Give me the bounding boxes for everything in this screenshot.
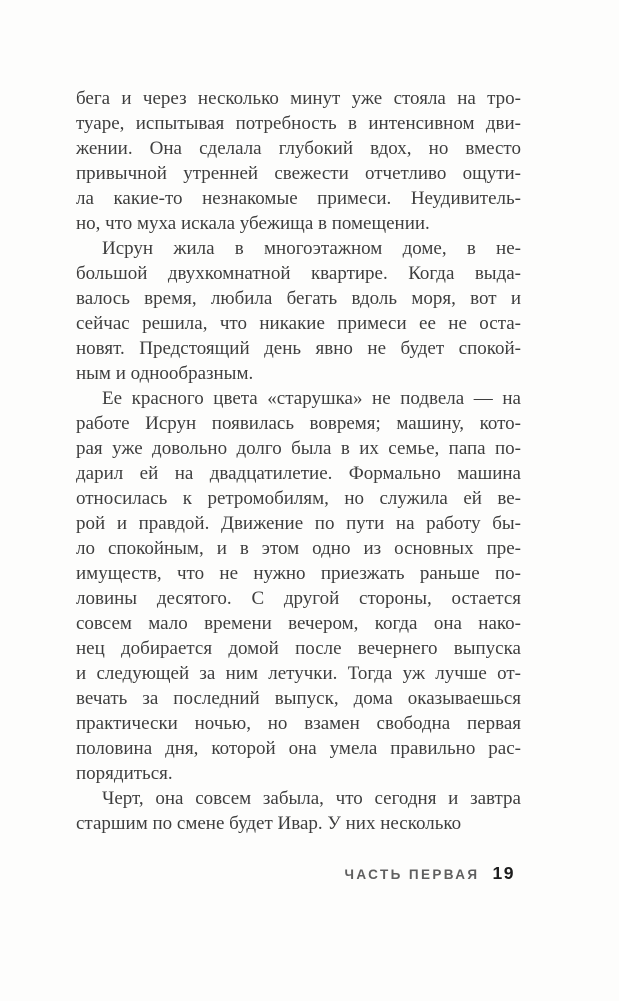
text-line: но, что муха искала убежища в помещении. bbox=[76, 213, 430, 234]
footer-page-number: 19 bbox=[492, 863, 515, 883]
text-line: ловины десятого. С другой стороны, остается bbox=[76, 588, 521, 609]
text-line: большой двухкомнатной квартире. Когда выда- bbox=[76, 263, 521, 284]
text-line: имуществ, что не нужно приезжать раньше по- bbox=[76, 563, 521, 584]
paragraph bbox=[76, 86, 521, 236]
text-line: туаре, испытывая потребность в интенсивном дви- bbox=[76, 113, 521, 134]
text-line: старшим по смене будет Ивар. У них несколько bbox=[76, 813, 462, 834]
text-line: порядиться. bbox=[76, 763, 173, 784]
footer bbox=[344, 863, 515, 884]
body-text bbox=[76, 86, 521, 836]
text-line: валось время, любила бегать вдоль моря, вот и bbox=[76, 288, 521, 309]
text-line: рой и правдой. Движение по пути на работу бы- bbox=[76, 513, 521, 534]
text-line: новят. Предстоящий день явно не будет спокой- bbox=[76, 338, 521, 359]
text-line: Ее красного цвета «старушка» не подвела — на bbox=[102, 388, 521, 409]
text-line: сейчас решила, что никакие примеси ее не оста- bbox=[76, 313, 521, 334]
text-line: и следующей за ним летучки. Тогда уж лучше от- bbox=[76, 663, 521, 684]
text-line: относилась к ретромобилям, но служила ей ве- bbox=[76, 488, 521, 509]
text-line: работе Исрун появилась вовремя; машину, кото- bbox=[76, 413, 521, 434]
paragraph bbox=[76, 236, 521, 386]
footer-section-label: ЧАСТЬ ПЕРВАЯ bbox=[344, 867, 480, 882]
text-line: совсем мало времени вечером, когда она нако- bbox=[76, 613, 521, 634]
text-line: ло спокойным, и в этом одно из основных пре- bbox=[76, 538, 521, 559]
text-line: ным и однообразным. bbox=[76, 363, 254, 384]
paragraph bbox=[76, 386, 521, 786]
text-line: нец добирается домой после вечернего выпуска bbox=[76, 638, 521, 659]
text-line: жении. Она сделала глубокий вдох, но вместо bbox=[76, 138, 521, 159]
text-line: ла какие-то незнакомые примеси. Неудивитель- bbox=[76, 188, 521, 209]
text-line: бега и через несколько минут уже стояла на тро- bbox=[76, 88, 521, 109]
paragraph bbox=[76, 786, 521, 836]
text-line: вечать за последний выпуск, дома оказываешься bbox=[76, 688, 521, 709]
text-line: привычной утренней свежести отчетливо ощути- bbox=[76, 163, 521, 184]
text-line: Исрун жила в многоэтажном доме, в не- bbox=[102, 238, 521, 259]
text-line: практически ночью, но взамен свободна первая bbox=[76, 713, 521, 734]
text-line: рая уже довольно долго была в их семье, папа по- bbox=[76, 438, 521, 459]
text-line: половина дня, которой она умела правильно рас- bbox=[76, 738, 521, 759]
text-line: дарил ей на двадцатилетие. Формально машина bbox=[76, 463, 521, 484]
text-line: Черт, она совсем забыла, что сегодня и завтра bbox=[102, 788, 521, 809]
